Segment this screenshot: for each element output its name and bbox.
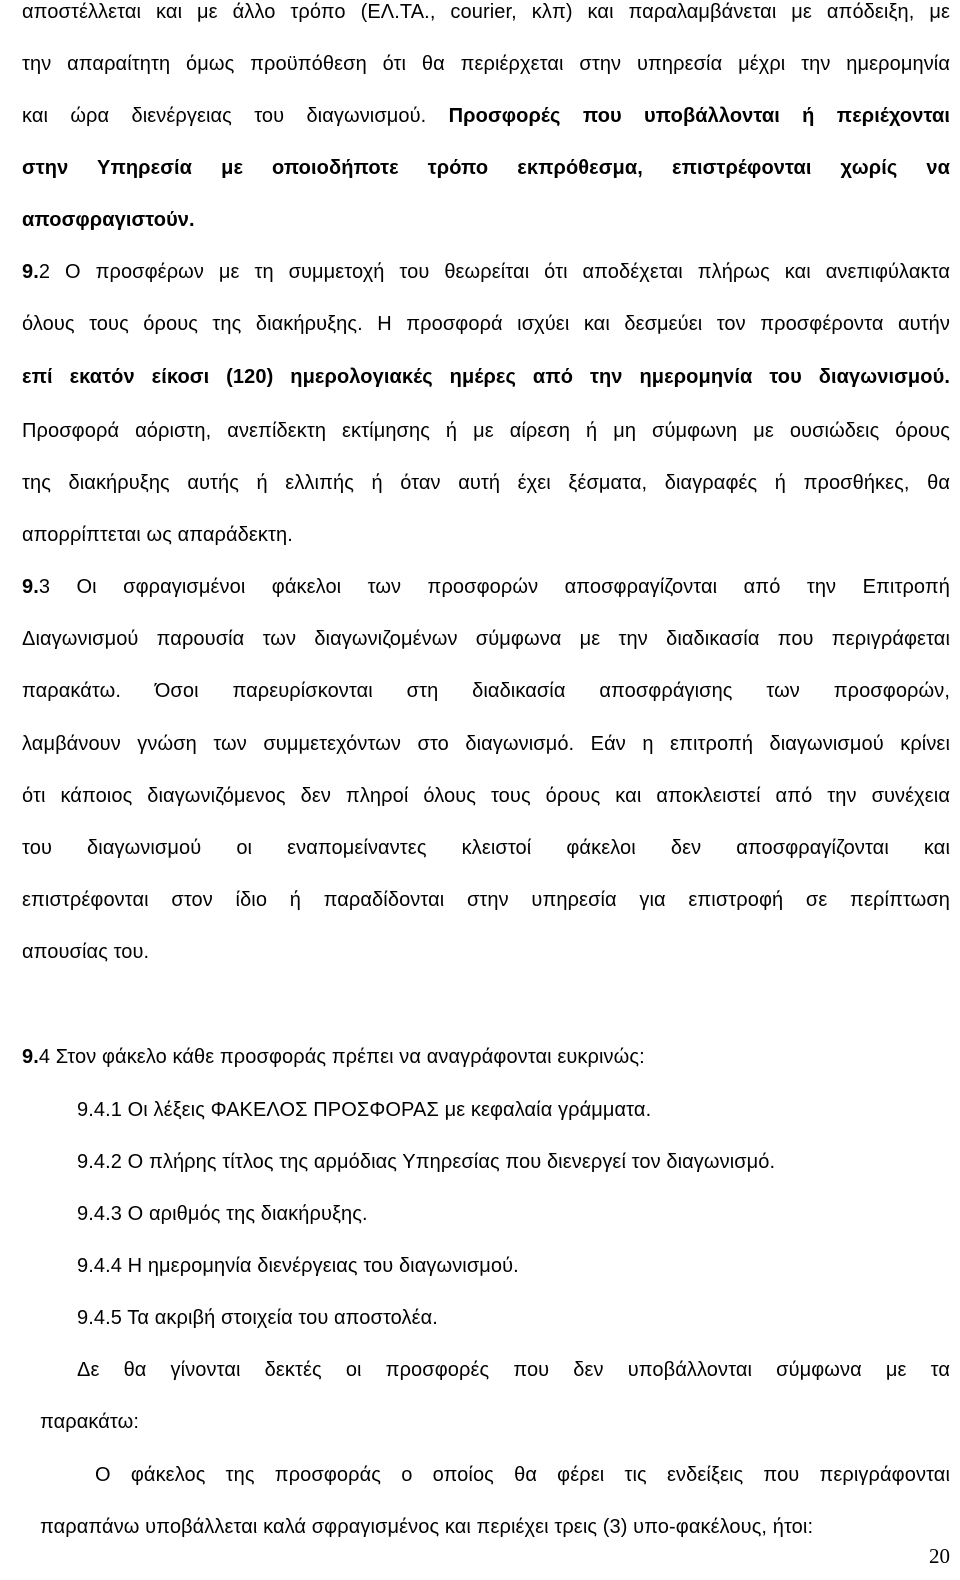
paragraph-line: επιστρέφονται στον ίδιο ή παραδίδονται στην υπηρεσία για επιστροφή σε περίπτωση (22, 889, 950, 911)
paragraph-line: Διαγωνισμού παρουσία των διαγωνιζομένων σύμφωνα με την διαδικασία που περιγράφεται (22, 628, 950, 650)
list-item: 9.4.1 Οι λέξεις ΦΑΚΕΛΟΣ ΠΡΟΣΦΟΡΑΣ με κεφαλαία γράμματα. (77, 1099, 652, 1121)
paragraph-line: Δε θα γίνονται δεκτές οι προσφορές που δεν υποβάλλονται σύμφωνα με τα (77, 1359, 950, 1381)
list-item: 9.4.2 Ο πλήρης τίτλος της αρμόδιας Υπηρεσίας που διενεργεί τον διαγωνισμό. (77, 1151, 776, 1173)
paragraph-line: όλους τους όρους της διακήρυξης. Η προσφορά ισχύει και δεσμεύει τον προσφέροντα αυτήν (22, 313, 950, 335)
section-number: 9. (22, 576, 39, 598)
paragraph-line: ότι κάποιος διαγωνιζόμενος δεν πληροί όλους τους όρους και αποκλειστεί από την συνέχεια (22, 785, 950, 807)
paragraph-line: παρακάτω: (40, 1411, 140, 1433)
paragraph-line: του διαγωνισμού οι εναπομείναντες κλειστοί φάκελοι δεν αποσφραγίζονται και (22, 837, 950, 859)
section-9-2-line: 9.2 Ο προσφέρων με τη συμμετοχή του θεωρείται ότι αποδέχεται πλήρως και ανεπιφύλακτα (22, 261, 950, 283)
bold-text: Προσφορές που υποβάλλονται ή περιέχονται (448, 105, 950, 127)
paragraph-line: και ώρα διενέργειας του διαγωνισμού. Προσφορές που υποβάλλονται ή περιέχονται (22, 105, 950, 127)
paragraph-line: παρακάτω. Όσοι παρευρίσκονται στη διαδικασία αποσφράγισης των προσφορών, (22, 680, 950, 702)
list-item: 9.4.3 Ο αριθμός της διακήρυξης. (77, 1203, 368, 1225)
paragraph-line: αποστέλλεται και με άλλο τρόπο (ΕΛ.ΤΑ., courier, κλπ) και παραλαμβάνεται με απόδειξη, με (22, 1, 950, 23)
section-9-3-line: 9.3 Οι σφραγισμένοι φάκελοι των προσφορών αποσφραγίζονται από την Επιτροπή (22, 576, 950, 598)
paragraph-line: την απαραίτητη όμως προϋπόθεση ότι θα περιέρχεται στην υπηρεσία μέχρι την ημερομηνία (22, 53, 950, 75)
paragraph-line: απουσίας του. (22, 941, 150, 963)
paragraph-line: παραπάνω υποβάλλεται καλά σφραγισμένος και περιέχει τρεις (3) υπο-φακέλους, ήτοι: (40, 1516, 814, 1538)
list-item: 9.4.5 Τα ακριβή στοιχεία του αποστολέα. (77, 1307, 438, 1329)
paragraph-line: Ο φάκελος της προσφοράς ο οποίος θα φέρει τις ενδείξεις που περιγράφονται (95, 1464, 950, 1486)
paragraph-line: επί εκατόν είκοσι (120) ημερολογιακές ημέρες από την ημερομηνία του διαγωνισμού. (22, 366, 950, 388)
section-number: 9. (22, 261, 39, 283)
section-number: 9. (22, 1046, 39, 1068)
paragraph-line: απορρίπτεται ως απαράδεκτη. (22, 524, 293, 546)
paragraph-line: Προσφορά αόριστη, ανεπίδεκτη εκτίμησης ή με αίρεση ή μη σύμφωνη με ουσιώδεις όρους (22, 420, 950, 442)
page-number: 20 (929, 1544, 950, 1568)
paragraph-line: της διακήρυξης αυτής ή ελλιπής ή όταν αυτή έχει ξέσματα, διαγραφές ή προσθήκες, θα (22, 472, 950, 494)
paragraph-line: λαμβάνουν γνώση των συμμετεχόντων στο διαγωνισμό. Εάν η επιτροπή διαγωνισμού κρίνει (22, 733, 950, 755)
paragraph-line: στην Υπηρεσία με οποιοδήποτε τρόπο εκπρόθεσμα, επιστρέφονται χωρίς να (22, 157, 950, 179)
paragraph-line: αποσφραγιστούν. (22, 209, 195, 231)
list-item: 9.4.4 Η ημερομηνία διενέργειας του διαγωνισμού. (77, 1255, 519, 1277)
section-9-4-line: 9.4 Στον φάκελο κάθε προσφοράς πρέπει να αναγράφονται ευκρινώς: (22, 1046, 645, 1068)
